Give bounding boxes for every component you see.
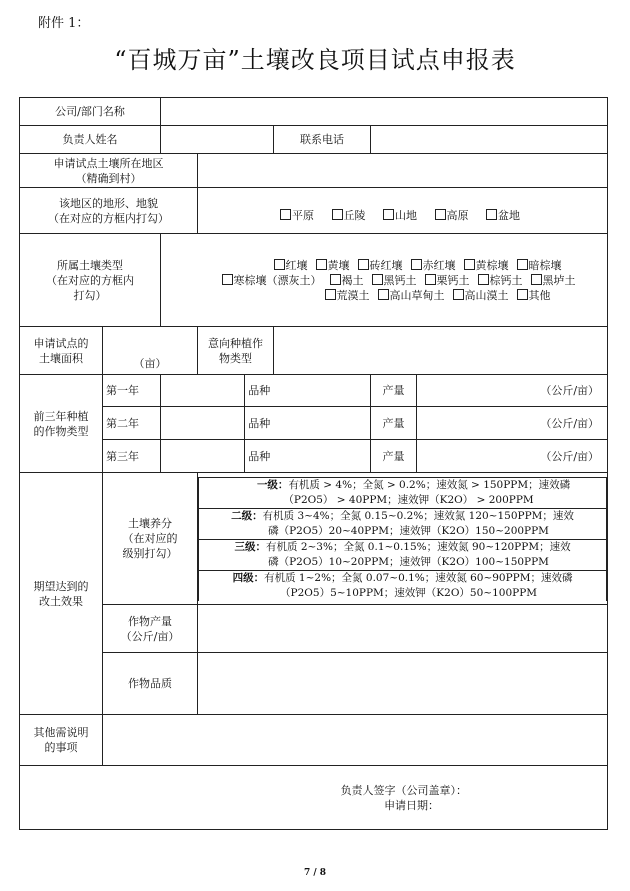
soil-option[interactable]: 栗钙土 (425, 274, 470, 287)
terrain-options (198, 188, 608, 234)
year-field[interactable] (161, 407, 245, 440)
yield-unit[interactable]: （公斤/亩） (417, 375, 608, 407)
level-option[interactable]: 四级：有机质 1~2%；全氮 0.07~0.1%；速效氮 60~90PPM；速效磷 （P2O5）5~10PPM；速效钾（K2O）50~100PPM (199, 570, 607, 601)
yield-unit[interactable]: （公斤/亩） (417, 440, 608, 473)
person-label: 负责人姓名 (20, 126, 161, 154)
other-notes-label: 其他需说明 的事项 (20, 715, 103, 766)
person-field[interactable] (161, 126, 274, 154)
soil-option[interactable]: 寒棕壤（漂灰土） (222, 274, 322, 287)
checkbox[interactable] (464, 259, 475, 270)
checkbox[interactable] (378, 289, 389, 300)
checkbox[interactable] (325, 289, 336, 300)
yield-label: 产量 (371, 407, 417, 440)
checkbox[interactable] (435, 209, 446, 220)
checkbox[interactable] (358, 259, 369, 270)
soil-option[interactable]: 棕钙土 (478, 274, 523, 287)
checkbox[interactable] (222, 274, 233, 285)
variety-label: 品种 (245, 440, 274, 473)
level-option[interactable]: 二级：有机质 3~4%；全氮 0.15~0.2%；速效氮 120~150PPM；速效 磷（P2O5）20~40PPM；速效钾（K2O）150~200PPM (199, 508, 607, 539)
soil-option[interactable]: 荒漠土 (325, 289, 370, 302)
crop-type-label: 意向种植作 物类型 (198, 327, 274, 375)
level-option[interactable]: 三级：有机质 2~3%；全氮 0.1~0.15%；速效氮 90~120PPM；速效 磷（P2O5）10~20PPM；速效钾（K2O）100~150PPM (199, 539, 607, 570)
date-label: 申请日期： (384, 798, 440, 812)
crop-type-field[interactable] (274, 327, 608, 375)
variety-label: 品种 (245, 375, 274, 407)
variety-field[interactable] (274, 440, 371, 473)
checkbox[interactable] (531, 274, 542, 285)
checkbox[interactable] (330, 274, 341, 285)
variety-label: 品种 (245, 407, 274, 440)
nutrient-levels (198, 473, 608, 605)
signature-label: 负责人签字（公司盖章）： (340, 783, 468, 797)
soil-option[interactable]: 黄壤 (316, 259, 350, 272)
page-number: 7 / 8 (303, 868, 327, 878)
year-label: 第一年 (103, 375, 161, 407)
soil-option[interactable]: 赤红壤 (411, 259, 456, 272)
attachment-label: 附件 1： (38, 16, 90, 31)
effect-label: 期望达到的 改土效果 (20, 473, 103, 715)
checkbox[interactable] (517, 289, 528, 300)
yield-label: 产量 (371, 440, 417, 473)
year-label: 第二年 (103, 407, 161, 440)
phone-field[interactable] (371, 126, 608, 154)
terrain-option[interactable]: 盆地 (486, 209, 520, 222)
checkbox[interactable] (274, 259, 285, 270)
company-field[interactable] (161, 98, 608, 126)
phone-label: 联系电话 (274, 126, 371, 154)
year-field[interactable] (161, 440, 245, 473)
signature-area[interactable] (20, 766, 608, 830)
level-option[interactable]: 一级：有机质 > 4%；全氮 > 0.2%；速效氮 > 150PPM；速效磷 （P2O5） > 40PPM；速效钾（K2O） > 200PPM (199, 477, 607, 508)
other-notes-field[interactable] (103, 715, 608, 766)
soil-option[interactable]: 黑垆土 (531, 274, 576, 287)
area-label: 申请试点的 土壤面积 (20, 327, 103, 375)
soil-type-label: 所属土壤类型 （在对应的方框内 打勾） (20, 234, 161, 327)
crop-yield-field[interactable] (198, 605, 608, 653)
nutrient-label: 土壤养分 （在对应的 级别打勾） (103, 473, 198, 605)
year-label: 第三年 (103, 440, 161, 473)
nutrient-level-table (198, 477, 607, 601)
variety-field[interactable] (274, 407, 371, 440)
crop-yield-label: 作物产量 （公斤/亩） (103, 605, 198, 653)
area-field[interactable]: （亩） (103, 327, 198, 375)
checkbox[interactable] (316, 259, 327, 270)
soil-option[interactable]: 暗棕壤 (517, 259, 562, 272)
variety-field[interactable] (274, 375, 371, 407)
crop-quality-field[interactable] (198, 653, 608, 715)
terrain-option[interactable]: 高原 (435, 209, 469, 222)
terrain-option[interactable]: 平原 (280, 209, 314, 222)
year-field[interactable] (161, 375, 245, 407)
soil-option[interactable]: 褐土 (330, 274, 364, 287)
checkbox[interactable] (411, 259, 422, 270)
soil-option[interactable]: 黑钙土 (372, 274, 417, 287)
checkbox[interactable] (372, 274, 383, 285)
checkbox[interactable] (332, 209, 343, 220)
checkbox[interactable] (486, 209, 497, 220)
yield-label: 产量 (371, 375, 417, 407)
soil-option[interactable]: 砖红壤 (358, 259, 403, 272)
application-form (19, 97, 608, 830)
checkbox[interactable] (517, 259, 528, 270)
soil-type-options (161, 234, 608, 327)
soil-option[interactable]: 红壤 (274, 259, 308, 272)
terrain-label: 该地区的地形、地貌 （在对应的方框内打勾） (20, 188, 198, 234)
crop-quality-label: 作物品质 (103, 653, 198, 715)
checkbox[interactable] (425, 274, 436, 285)
terrain-option[interactable]: 山地 (383, 209, 417, 222)
soil-option[interactable]: 黄棕壤 (464, 259, 509, 272)
checkbox[interactable] (453, 289, 464, 300)
terrain-option[interactable]: 丘陵 (332, 209, 366, 222)
company-label: 公司/部门名称 (20, 98, 161, 126)
checkbox[interactable] (280, 209, 291, 220)
soil-option[interactable]: 高山草甸土 (378, 289, 445, 302)
region-label: 申请试点土壤所在地区 （精确到村） (20, 154, 198, 188)
soil-option[interactable]: 其他 (517, 289, 551, 302)
checkbox[interactable] (383, 209, 394, 220)
yield-unit[interactable]: （公斤/亩） (417, 407, 608, 440)
prev-crops-label: 前三年种植 的作物类型 (20, 375, 103, 473)
page-title: “百城万亩”土壤改良项目试点申报表 (114, 46, 516, 74)
checkbox[interactable] (478, 274, 489, 285)
soil-option[interactable]: 高山漠土 (453, 289, 509, 302)
region-field[interactable] (198, 154, 608, 188)
